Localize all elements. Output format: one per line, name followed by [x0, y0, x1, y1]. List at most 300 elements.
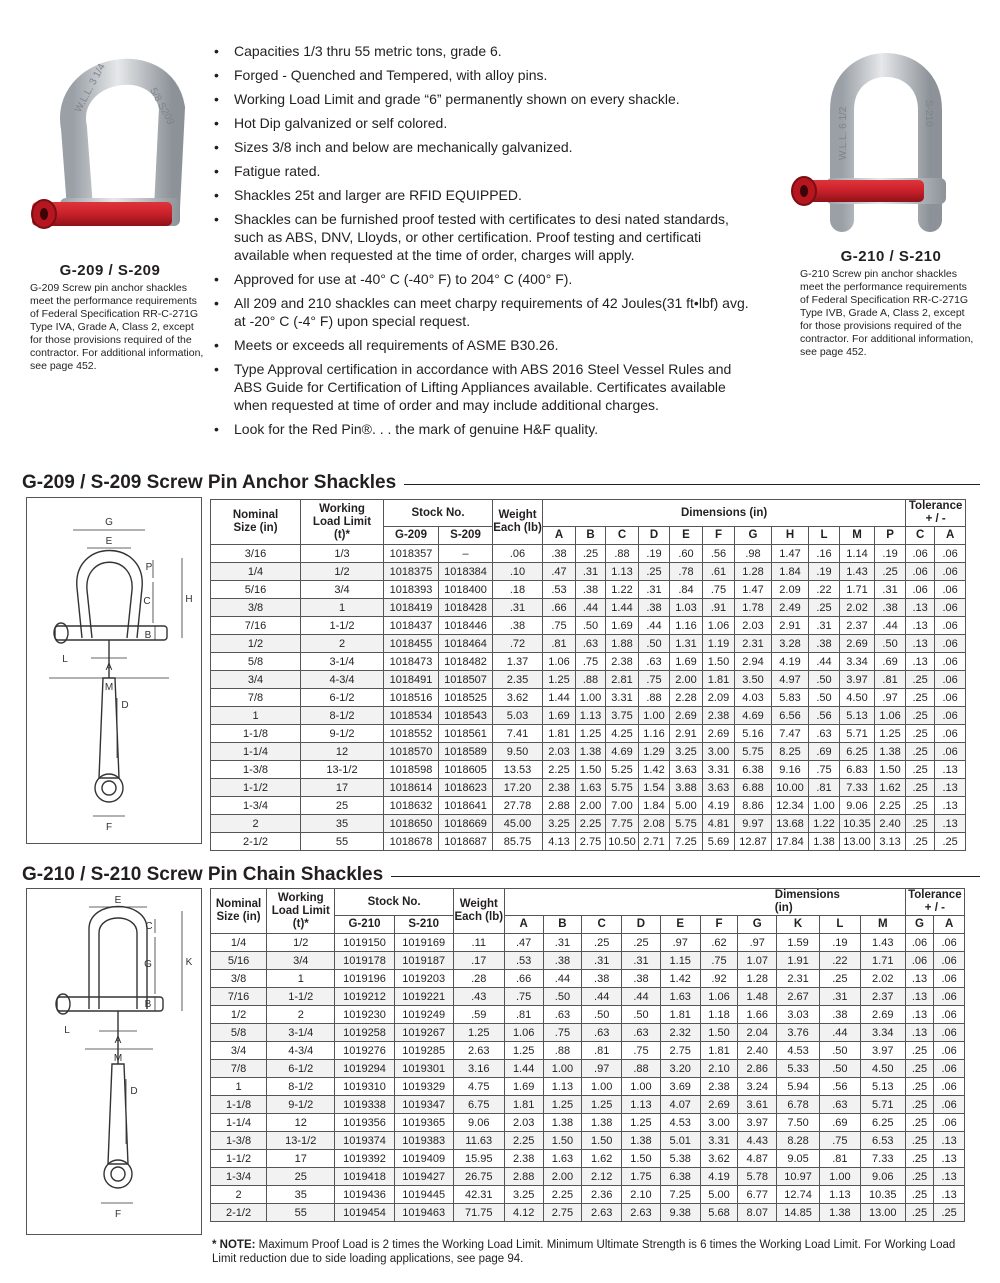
- table-cell: 2.12: [582, 1168, 622, 1186]
- subheader-cell: G-209: [384, 527, 439, 545]
- table-cell: 3.61: [738, 1096, 777, 1114]
- table-cell: .98: [735, 545, 772, 563]
- table-cell: 1.22: [809, 815, 840, 833]
- diagram-label: D: [130, 1086, 138, 1097]
- diagram-label: B: [144, 999, 152, 1010]
- table-cell: .16: [809, 545, 840, 563]
- table-row: [211, 934, 965, 952]
- table-cell: .53: [504, 952, 543, 970]
- subheader-cell: A: [935, 527, 966, 545]
- table-row: [211, 1024, 965, 1042]
- table-cell: 2.00: [576, 797, 606, 815]
- table-cell: 1018632: [384, 797, 439, 815]
- table-cell: 5.13: [840, 707, 875, 725]
- table-cell: 1018534: [384, 707, 439, 725]
- table-cell: 12: [267, 1114, 335, 1132]
- table-cell: 1018384: [439, 563, 493, 581]
- table-cell: 7.00: [606, 797, 639, 815]
- table-row: [211, 635, 966, 653]
- table-cell: 1.00: [819, 1168, 860, 1186]
- table-cell: 1.25: [622, 1114, 661, 1132]
- table-cell: 2.75: [543, 1204, 582, 1222]
- subheader-cell: G: [735, 527, 772, 545]
- table-cell: .13: [935, 761, 966, 779]
- table-row: [211, 653, 966, 671]
- table-cell: 7.75: [606, 815, 639, 833]
- table-cell: 26.75: [453, 1168, 504, 1186]
- table-cell: 3.25: [504, 1186, 543, 1204]
- diagram-label: F: [114, 1209, 122, 1220]
- table-cell: 5.69: [703, 833, 735, 851]
- table-cell: .50: [622, 1006, 661, 1024]
- table-cell: .47: [543, 563, 576, 581]
- table-cell: .50: [576, 617, 606, 635]
- table-cell: 9-1/2: [301, 725, 384, 743]
- table-row: [211, 581, 966, 599]
- table-cell: .50: [819, 1042, 860, 1060]
- table-cell: .06: [935, 653, 966, 671]
- table-cell: .75: [576, 653, 606, 671]
- table-cell: 5/8: [211, 1024, 267, 1042]
- table-cell: .25: [905, 1114, 934, 1132]
- table-cell: 2.04: [738, 1024, 777, 1042]
- subheader-cell: K: [777, 916, 820, 934]
- table-cell: .50: [639, 635, 670, 653]
- subheader-cell: B: [543, 916, 582, 934]
- table-row: [211, 1006, 965, 1024]
- table-cell: 1.18: [700, 1006, 738, 1024]
- table-cell: .25: [905, 1168, 934, 1186]
- table-cell: 2.25: [576, 815, 606, 833]
- table-cell: .13: [905, 970, 934, 988]
- table-cell: 1019427: [394, 1168, 453, 1186]
- table-cell: 1019356: [335, 1114, 394, 1132]
- table-cell: 1.71: [860, 952, 905, 970]
- subheader-cell: E: [670, 527, 703, 545]
- table-cell: 15.95: [453, 1150, 504, 1168]
- table-cell: 2.00: [543, 1168, 582, 1186]
- table-cell: 1.25: [543, 671, 576, 689]
- table-cell: .38: [576, 581, 606, 599]
- table-cell: .44: [582, 988, 622, 1006]
- table-cell: .13: [934, 1132, 965, 1150]
- table-cell: 1019267: [394, 1024, 453, 1042]
- table-cell: 4.07: [660, 1096, 700, 1114]
- table-cell: 5.75: [670, 815, 703, 833]
- table-cell: 1.38: [543, 1114, 582, 1132]
- table-cell: 1019150: [335, 934, 394, 952]
- table-cell: .56: [703, 545, 735, 563]
- table-cell: 3.34: [840, 653, 875, 671]
- table-cell: 1.66: [738, 1006, 777, 1024]
- table-cell: 6.25: [840, 743, 875, 761]
- g210-stamp-left: W.L.L. 6 1/2: [838, 106, 849, 160]
- table-cell: 1-1/4: [211, 1114, 267, 1132]
- table-cell: .17: [453, 952, 504, 970]
- table-cell: 5/16: [211, 581, 301, 599]
- table-cell: .97: [875, 689, 906, 707]
- table-cell: .59: [453, 1006, 504, 1024]
- table-cell: .06: [934, 1006, 965, 1024]
- table-cell: 1019365: [394, 1114, 453, 1132]
- table-cell: 1019187: [394, 952, 453, 970]
- table-cell: .38: [875, 599, 906, 617]
- table-cell: .38: [493, 617, 543, 635]
- table-cell: 6.75: [453, 1096, 504, 1114]
- table-cell: 7.41: [493, 725, 543, 743]
- table-cell: 2.03: [504, 1114, 543, 1132]
- g209-spec-table: [210, 499, 966, 851]
- diagram-label: K: [185, 957, 193, 968]
- table-cell: 9.06: [453, 1114, 504, 1132]
- table-cell: .13: [935, 797, 966, 815]
- table-row: [211, 707, 966, 725]
- table-cell: 1.29: [639, 743, 670, 761]
- diagram-label: M: [113, 1053, 123, 1064]
- table-cell: 1019347: [394, 1096, 453, 1114]
- table-cell: 4.19: [772, 653, 809, 671]
- table-cell: 1019418: [335, 1168, 394, 1186]
- table-cell: 4.69: [735, 707, 772, 725]
- table-cell: 1.84: [639, 797, 670, 815]
- table-cell: 1019196: [335, 970, 394, 988]
- table-cell: 11.63: [453, 1132, 504, 1150]
- table-cell: 12.74: [777, 1186, 820, 1204]
- table-cell: .06: [935, 545, 966, 563]
- table-cell: 1019212: [335, 988, 394, 1006]
- table-cell: 5.75: [606, 779, 639, 797]
- diagram-label: C: [145, 921, 153, 932]
- table-cell: 1.81: [703, 671, 735, 689]
- table-cell: .31: [576, 563, 606, 581]
- section-title-text: G-210 / S-210 Screw Pin Chain Shackles: [22, 864, 384, 885]
- table-cell: .19: [809, 563, 840, 581]
- table-row: [211, 599, 966, 617]
- table-cell: 1.15: [660, 952, 700, 970]
- table-cell: .69: [875, 653, 906, 671]
- table-cell: 3.31: [700, 1132, 738, 1150]
- table-cell: 13.00: [860, 1204, 905, 1222]
- table-cell: .38: [582, 970, 622, 988]
- table-cell: 1018491: [384, 671, 439, 689]
- table-cell: 2.00: [670, 671, 703, 689]
- table-cell: 7/8: [211, 689, 301, 707]
- table-cell: 3.34: [860, 1024, 905, 1042]
- table-cell: .25: [906, 743, 935, 761]
- table-cell: .06: [934, 1042, 965, 1060]
- table-row: [211, 833, 966, 851]
- table-cell: 10.50: [606, 833, 639, 851]
- table-cell: 1019374: [335, 1132, 394, 1150]
- table-cell: 1019445: [394, 1186, 453, 1204]
- table-cell: .25: [576, 545, 606, 563]
- table-cell: 2.38: [700, 1078, 738, 1096]
- table-cell: 1.62: [875, 779, 906, 797]
- table-cell: .25: [934, 1204, 965, 1222]
- table-cell: 5.13: [860, 1078, 905, 1096]
- table-cell: 2.71: [639, 833, 670, 851]
- table-cell: 1.44: [606, 599, 639, 617]
- table-cell: 6.77: [738, 1186, 777, 1204]
- table-cell: .84: [670, 581, 703, 599]
- table-cell: 1.06: [543, 653, 576, 671]
- table-cell: 2.75: [660, 1042, 700, 1060]
- table-cell: .50: [809, 671, 840, 689]
- table-cell: 4.50: [840, 689, 875, 707]
- diagram-label: M: [104, 682, 114, 693]
- table-cell: 1018543: [439, 707, 493, 725]
- g209-caption: G-209 / S-209: [59, 262, 161, 279]
- table-cell: 3.13: [875, 833, 906, 851]
- table-cell: 4.12: [504, 1204, 543, 1222]
- table-cell: .25: [905, 1060, 934, 1078]
- table-cell: 2-1/2: [211, 1204, 267, 1222]
- g210-photo: [780, 50, 955, 245]
- table-cell: 1018561: [439, 725, 493, 743]
- feature-item: • Sizes 3/8 inch and below are mechanically galvanized.: [212, 138, 757, 156]
- table-cell: 1.28: [738, 970, 777, 988]
- subheader-cell: M: [840, 527, 875, 545]
- table-cell: 1.75: [622, 1168, 661, 1186]
- table-cell: 7/8: [211, 1060, 267, 1078]
- table-cell: 4.69: [606, 743, 639, 761]
- table-cell: 1-3/4: [211, 797, 301, 815]
- table-cell: 55: [301, 833, 384, 851]
- table-cell: 3.25: [670, 743, 703, 761]
- table-cell: .44: [875, 617, 906, 635]
- table-cell: .13: [934, 1150, 965, 1168]
- table-row: [211, 671, 966, 689]
- table-cell: .13: [906, 617, 935, 635]
- table-cell: 1019463: [394, 1204, 453, 1222]
- table-cell: 9.97: [735, 815, 772, 833]
- table-cell: 3.75: [606, 707, 639, 725]
- table-cell: 4-3/4: [301, 671, 384, 689]
- feature-item: • Shackles can be furnished proof tested with certificates to desi nated standards, such as ABS, DNV, Lloyds, or other certification. Proof testing and certificati available when requested at the time of order, charges will apply.: [212, 210, 757, 264]
- table-cell: .10: [493, 563, 543, 581]
- table-cell: .13: [935, 779, 966, 797]
- diagram-label: D: [121, 700, 129, 711]
- table-cell: 1.44: [543, 689, 576, 707]
- table-cell: .06: [935, 581, 966, 599]
- subheader-cell: A: [543, 527, 576, 545]
- table-cell: 2.91: [670, 725, 703, 743]
- table-cell: 5.68: [700, 1204, 738, 1222]
- table-cell: 3/16: [211, 545, 301, 563]
- table-cell: 1018525: [439, 689, 493, 707]
- table-row: [211, 1060, 965, 1078]
- table-cell: .81: [875, 671, 906, 689]
- table-cell: 5.25: [606, 761, 639, 779]
- g209-description: G-209 Screw pin anchor shackles meet the performance requirements of Federal Specification RR-C-271G Type IVA, Grade A, Class 2, except for those provisions required of the contractor. For additional information, see page 452.: [30, 282, 204, 372]
- table-cell: 2.86: [738, 1060, 777, 1078]
- g210-stamp-right: S-210: [923, 100, 934, 127]
- footnote-text: Maximum Proof Load is 2 times the Working Load Limit. Minimum Ultimate Strength is 6 times the Working Load Limit. For Working Load Limit reduction due to side loading applications, see page 94.: [212, 1239, 956, 1265]
- feature-item: • Capacities 1/3 thru 55 metric tons, grade 6.: [212, 42, 757, 60]
- table-cell: .88: [576, 671, 606, 689]
- table-cell: 1.06: [875, 707, 906, 725]
- table-cell: 10.35: [840, 815, 875, 833]
- table-cell: 1019294: [335, 1060, 394, 1078]
- table-cell: .47: [504, 934, 543, 952]
- feature-item: • Forged - Quenched and Tempered, with alloy pins.: [212, 66, 757, 84]
- table-cell: 1-3/8: [211, 1132, 267, 1150]
- table-cell: 4.75: [453, 1078, 504, 1096]
- g209-dimension-diagram: [26, 497, 202, 844]
- table-cell: .38: [543, 952, 582, 970]
- table-row: [211, 617, 966, 635]
- table-cell: .06: [934, 1078, 965, 1096]
- table-cell: .66: [504, 970, 543, 988]
- table-cell: 1018507: [439, 671, 493, 689]
- table-cell: 2.38: [606, 653, 639, 671]
- subheader-cell: P: [875, 527, 906, 545]
- table-cell: 2: [267, 1006, 335, 1024]
- table-cell: 2.81: [606, 671, 639, 689]
- table-cell: 1.25: [543, 1096, 582, 1114]
- table-cell: 2.03: [735, 617, 772, 635]
- table-cell: 1.44: [504, 1060, 543, 1078]
- table-cell: 1.25: [504, 1042, 543, 1060]
- table-cell: .50: [809, 689, 840, 707]
- table-cell: 45.00: [493, 815, 543, 833]
- table-cell: 3.97: [840, 671, 875, 689]
- table-cell: .38: [819, 1006, 860, 1024]
- table-cell: .06: [934, 1114, 965, 1132]
- table-cell: 5/16: [211, 952, 267, 970]
- table-cell: 6.38: [660, 1168, 700, 1186]
- table-cell: 3.63: [703, 779, 735, 797]
- table-cell: 2.25: [504, 1132, 543, 1150]
- table-cell: 3.00: [703, 743, 735, 761]
- table-cell: .72: [493, 635, 543, 653]
- table-cell: .25: [935, 833, 966, 851]
- table-cell: .13: [934, 1168, 965, 1186]
- feature-item: • Look for the Red Pin®. . . the mark of genuine H&F quality.: [212, 420, 757, 438]
- table-cell: 4.43: [738, 1132, 777, 1150]
- table-cell: 8-1/2: [267, 1078, 335, 1096]
- col-stock-no: Stock No.: [335, 889, 453, 916]
- table-row: [211, 743, 966, 761]
- table-cell: .56: [819, 1078, 860, 1096]
- table-cell: 1.06: [700, 988, 738, 1006]
- table-cell: 5.71: [860, 1096, 905, 1114]
- section-title-g209: [22, 472, 980, 494]
- table-cell: .75: [622, 1042, 661, 1060]
- subheader-cell: C: [906, 527, 935, 545]
- table-cell: 4-3/4: [267, 1042, 335, 1060]
- table-cell: 9.05: [777, 1150, 820, 1168]
- feature-item: • Type Approval certification in accordance with ABS 2016 Steel Vessel Rules and ABS Guide for Certification of Lifting Appliances available. Certificates available when requested at time of order and may include additional charges.: [212, 360, 757, 414]
- table-cell: 1-1/2: [301, 617, 384, 635]
- table-cell: 1019436: [335, 1186, 394, 1204]
- table-cell: 1.13: [819, 1186, 860, 1204]
- table-cell: 1019392: [335, 1150, 394, 1168]
- table-cell: 5.16: [735, 725, 772, 743]
- table-cell: 1.50: [576, 761, 606, 779]
- table-cell: 6.38: [735, 761, 772, 779]
- table-cell: 1.48: [738, 988, 777, 1006]
- table-cell: .13: [905, 988, 934, 1006]
- table-cell: .06: [935, 671, 966, 689]
- table-cell: 1018516: [384, 689, 439, 707]
- table-cell: .63: [639, 653, 670, 671]
- table-cell: 10.00: [772, 779, 809, 797]
- table-cell: .13: [905, 1024, 934, 1042]
- table-cell: 1.47: [735, 581, 772, 599]
- table-cell: 1.81: [660, 1006, 700, 1024]
- table-cell: .06: [906, 581, 935, 599]
- table-cell: 1019409: [394, 1150, 453, 1168]
- table-cell: 6.88: [735, 779, 772, 797]
- table-cell: 1-3/8: [211, 761, 301, 779]
- table-row: [211, 1186, 965, 1204]
- table-cell: 5.94: [777, 1078, 820, 1096]
- table-cell: .19: [819, 934, 860, 952]
- table-cell: 2.31: [777, 970, 820, 988]
- table-cell: .25: [905, 1186, 934, 1204]
- table-cell: 1.50: [543, 1132, 582, 1150]
- table-cell: 5.00: [700, 1186, 738, 1204]
- diagram-label: P: [145, 562, 153, 573]
- table-cell: 1.38: [582, 1114, 622, 1132]
- table-cell: 1018446: [439, 617, 493, 635]
- table-row: [211, 815, 966, 833]
- table-cell: 1019276: [335, 1042, 394, 1060]
- table-cell: 5.00: [670, 797, 703, 815]
- table-cell: .06: [934, 1096, 965, 1114]
- table-cell: .25: [906, 761, 935, 779]
- table-cell: .75: [543, 1024, 582, 1042]
- table-cell: 1: [267, 970, 335, 988]
- table-cell: 2.36: [582, 1186, 622, 1204]
- table-cell: .43: [453, 988, 504, 1006]
- table-cell: .13: [906, 635, 935, 653]
- table-cell: 14.85: [777, 1204, 820, 1222]
- feature-item: • All 209 and 210 shackles can meet charpy requirements of 42 Joules(31 ft•lbf) avg. at -20° C (-4° F) upon special request.: [212, 294, 757, 330]
- table-cell: .56: [809, 707, 840, 725]
- table-cell: 6.53: [860, 1132, 905, 1150]
- table-cell: 1.16: [639, 725, 670, 743]
- col-working-load-limit: Working Load Limit (t)*: [301, 500, 384, 545]
- table-cell: 4.03: [735, 689, 772, 707]
- table-cell: 12: [301, 743, 384, 761]
- table-cell: 5.78: [738, 1168, 777, 1186]
- subheader-cell: A: [934, 916, 965, 934]
- table-cell: 25: [301, 797, 384, 815]
- table-cell: .81: [543, 635, 576, 653]
- diagram-label: G: [144, 959, 152, 970]
- diagram-label: E: [114, 895, 122, 906]
- table-cell: 1.42: [660, 970, 700, 988]
- table-cell: 4.81: [703, 815, 735, 833]
- table-cell: .81: [504, 1006, 543, 1024]
- table-cell: 1019338: [335, 1096, 394, 1114]
- col-weight: Weight Each (lb): [453, 889, 504, 934]
- table-cell: .81: [809, 779, 840, 797]
- table-cell: 3.69: [660, 1078, 700, 1096]
- table-cell: 1/2: [267, 934, 335, 952]
- table-cell: 1.78: [735, 599, 772, 617]
- table-cell: 2.91: [772, 617, 809, 635]
- table-cell: 5.71: [840, 725, 875, 743]
- table-cell: 1.91: [777, 952, 820, 970]
- table-cell: 1-1/8: [211, 725, 301, 743]
- table-cell: 1.81: [504, 1096, 543, 1114]
- table-cell: .25: [819, 970, 860, 988]
- table-cell: 2.09: [772, 581, 809, 599]
- table-cell: 1.00: [543, 1060, 582, 1078]
